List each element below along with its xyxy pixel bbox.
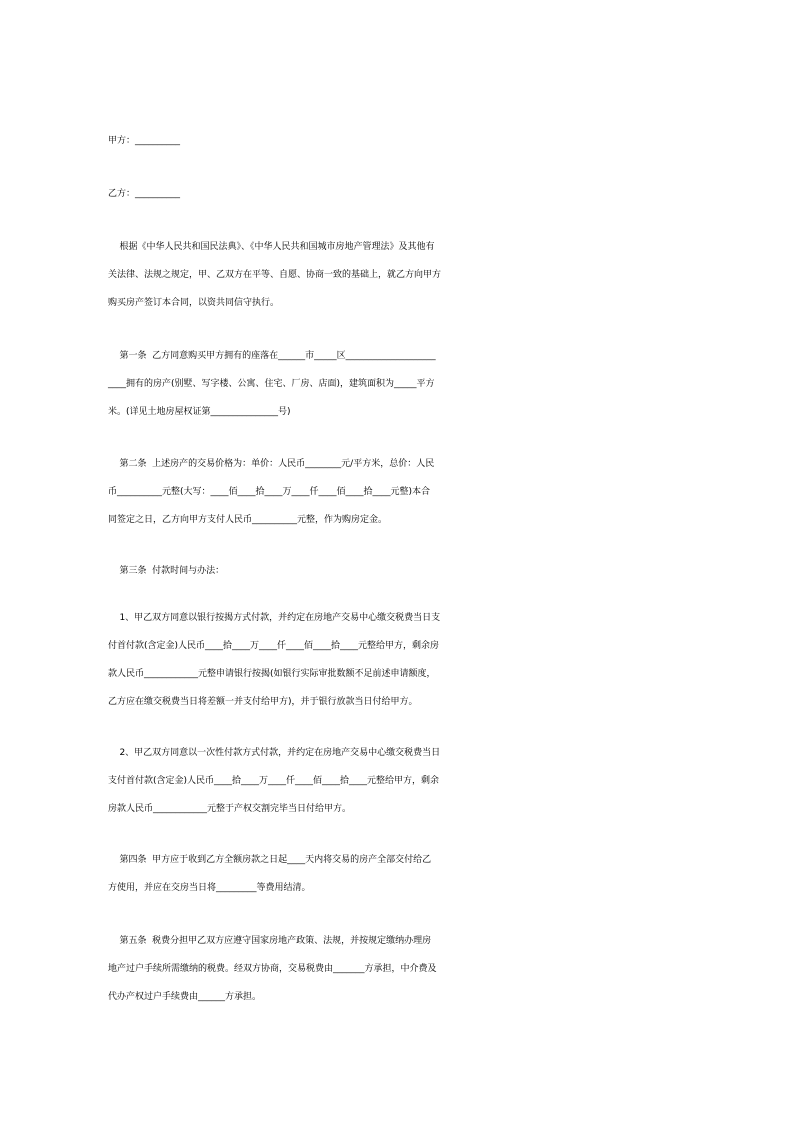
article-5-line: 代办产权过户手续费由______方承担。 [108, 992, 262, 1002]
article-3-item-2-line: 房款人民币____________元整于产权交割完毕当日付给甲方。 [108, 804, 352, 814]
article-5-line: 第五条 税费分担甲乙双方应遵守国家房地产政策、法规，并按规定缴纳办理房 [108, 936, 432, 946]
article-4-line: 方使用，并应在交房当日将_________等费用结清。 [108, 883, 311, 893]
preamble-line: 关法律、法规之规定，甲、乙双方在平等、自愿、协商一致的基础上，就乙方向甲方 [108, 270, 442, 280]
preamble-line: 购买房产签订本合同，以资共同信守执行。 [108, 298, 280, 308]
article-1-line: 米。(详见土地房屋权证第_______________号) [108, 407, 291, 417]
article-3-item-1-line: 乙方应在缴交税费当日将差额一并支付给甲方)，并于银行放款当日付给甲方。 [108, 697, 418, 707]
article-3-item-2-line: 支付首付款(含定金)人民币____拾____万____仟____佰____拾____元整给甲方，剩余 [108, 776, 440, 786]
article-3-item-1-line: 付首付款(含定金)人民币____拾____万____仟____佰____拾____元整给甲方，剩余房 [108, 641, 440, 651]
preamble-line: 根据《中华人民共和国民法典》、《中华人民共和国城市房地产管理法》及其他有 [108, 242, 435, 252]
article-3-item-1-line: 1、甲乙双方同意以银行按揭方式付款，并约定在房地产交易中心缴交税费当日支 [108, 613, 441, 623]
article-4-line: 第四条 甲方应于收到乙方全额房款之日起____天内将交易的房产全部交付给乙 [108, 855, 432, 865]
party-b-line: 乙方：__________ [108, 189, 181, 199]
article-3-title: 第三条 付款时间与办法： [108, 566, 225, 576]
article-1-line: 第一条 乙方同意购买甲方拥有的座落在______市_____区____________________ [108, 351, 436, 361]
party-a-line: 甲方：__________ [108, 136, 181, 146]
article-2-line: 币__________元整(大写：____佰____拾____万____仟____佰____拾____元整)本合 [108, 487, 431, 497]
article-3-item-1-line: 款人民币____________元整申请银行按揭(如银行实际审批数额不足前述申请额度， [108, 669, 436, 679]
article-5-line: 地产过户手续所需缴纳的税费。经双方协商，交易税费由_______方承担，中介费及 [108, 964, 437, 974]
article-2-line: 第二条 上述房产的交易价格为：单价：人民币________元/平方米，总价：人民 [108, 459, 435, 469]
article-2-line: 同签定之日，乙方向甲方支付人民币__________元整，作为购房定金。 [108, 515, 388, 525]
article-1-line: ____拥有的房产(别墅、写字楼、公寓、住宅、厂房、店面)，建筑面积为_____平方 [108, 379, 435, 389]
article-3-item-2-line: 2、甲乙双方同意以一次性付款方式付款，并约定在房地产交易中心缴交税费当日 [108, 748, 441, 758]
